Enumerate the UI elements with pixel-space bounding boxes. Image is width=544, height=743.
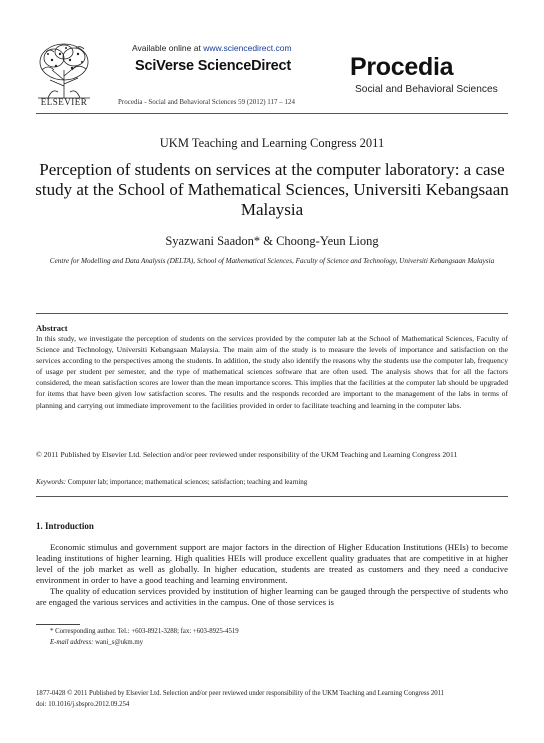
- intro-paragraph-1: Economic stimulus and government support are major factors in the direction of Higher Education Institutions (HEIs) to become leading institutions of higher learning. High qualities HEIs will produce excellent quality graduates that are competitive in at higher level of the job market as well as globally. In higher education, students are treated as customers and they need a conducive environment in order to have a good teaching and learning environment.: [36, 542, 508, 586]
- abstract-heading: Abstract: [36, 323, 68, 333]
- procedia-logo: Procedia: [350, 53, 454, 81]
- footnote-corresponding-author: * Corresponding author. Tel.: +603-8921-3288; fax: +603-8925-4519: [50, 628, 239, 635]
- section-heading: 1. Introduction: [36, 521, 94, 531]
- abstract-rule-bottom: [36, 496, 508, 497]
- paper-title: Perception of students on services at the computer laboratory: a case study at the School of Mathematical Sciences, Universiti Kebangsaan Malaysia: [35, 160, 509, 219]
- abstract-rule-top: [36, 313, 508, 314]
- email-label: E-mail address:: [50, 639, 96, 646]
- author-affiliation: Centre for Modelling and Data Analysis (DELTA), School of Mathematical Sciences, Faculty of Science and Technology, Universiti Kebangsaan Malaysia: [49, 257, 495, 265]
- journal-citation: Procedia - Social and Behavioral Sciences 59 (2012) 117 – 124: [118, 98, 296, 106]
- publisher-logo-text: ELSEVIER: [40, 97, 88, 107]
- intro-paragraph-2: The quality of education services provided by institution of higher learning can be gauged through the perspective of students who are engaged the various services and activities in the campus. One of those services is: [36, 586, 508, 608]
- procedia-subtitle: Social and Behavioral Sciences: [355, 84, 498, 95]
- sciencedirect-link[interactable]: www.sciencedirect.com: [203, 43, 292, 53]
- introduction-body: [36, 542, 508, 609]
- email-address[interactable]: wani_s@ukm.my: [95, 639, 144, 646]
- footnote-email: [50, 639, 143, 646]
- keywords: [36, 478, 508, 486]
- keywords-label: Keywords:: [36, 478, 67, 486]
- abstract-text: In this study, we investigate the perception of students on the services provided by the computer lab at the School of Mathematical Sciences, Faculty of Science and Technology, Universiti Kebangsaan Malaysia. The main aim of the study is to measure the levels of importance and satisfaction on the services according to the perspectives among the students. In addition, the study also identify the reasons why the students use the computer lab, frequency of usage per student per semester, and the type of mathematical sciences software that are often used. The analysis shows that for all the factors considered, the mean satisfaction scores are lower than the mean importance scores. This implies that the facilities at the computer lab should be upgraded for items that have been given low satisfaction scores. The results and the responds recorded are important to the management of the labs in terms of planning and carrying out immediate improvement to the facilities provided in order to facilitate teaching and learning in the computer labs.: [36, 334, 508, 410]
- sciverse-logo: SciVerse ScienceDirect: [135, 58, 292, 74]
- header-rule: [36, 113, 508, 114]
- footnote-rule: [36, 624, 80, 625]
- keywords-list: Computer lab; importance; mathematical sciences; satisfaction; teaching and learning: [66, 478, 308, 486]
- paper-authors: Syazwani Saadon* & Choong-Yeun Liong: [165, 234, 379, 248]
- available-prefix: Available online at: [132, 43, 204, 53]
- elsevier-tree-logo: [32, 40, 96, 102]
- footer-doi[interactable]: doi: 10.1016/j.sbspro.2012.09.254: [36, 701, 130, 708]
- conference-name: UKM Teaching and Learning Congress 2011: [159, 136, 385, 150]
- copyright-notice: © 2011 Published by Elsevier Ltd. Selection and/or peer reviewed under responsibility of the UKM Teaching and Learning Congress 2011: [36, 450, 458, 459]
- available-online: [132, 43, 292, 53]
- footer-issn-line: 1877-0428 © 2011 Published by Elsevier Ltd. Selection and/or peer reviewed under responsibility of the UKM Teaching and Learning Congress 2011: [36, 690, 445, 697]
